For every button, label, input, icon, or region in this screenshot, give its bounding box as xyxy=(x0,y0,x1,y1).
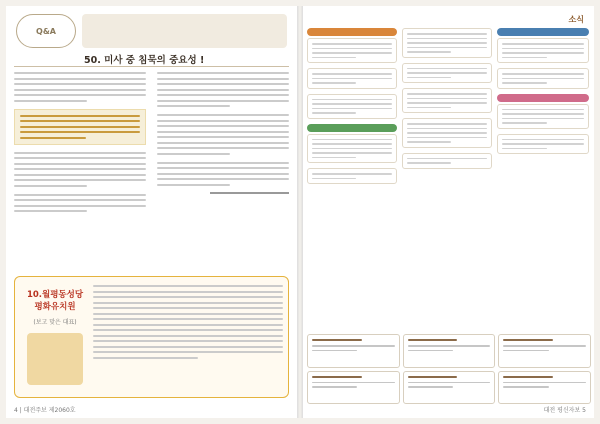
listing-card xyxy=(402,28,492,58)
page-folio: 4 | 대전주보 제2060호 xyxy=(14,407,76,414)
page-folio: 대전 평신자보 5 xyxy=(543,407,586,414)
event-caption: (보고 맞은 대표) xyxy=(33,319,77,326)
listing-card xyxy=(402,88,492,113)
paragraph xyxy=(157,72,289,107)
listing-card xyxy=(402,63,492,84)
directory-column-3 xyxy=(497,28,589,159)
category-label xyxy=(307,28,397,36)
contact-cell xyxy=(498,334,591,368)
headline-rule xyxy=(14,66,289,67)
contact-footer xyxy=(307,334,591,404)
highlight-box xyxy=(14,109,146,145)
contact-cell xyxy=(403,371,496,405)
listing-card xyxy=(307,38,397,63)
listing-card xyxy=(307,134,397,164)
category-label xyxy=(497,94,589,102)
contact-cell xyxy=(307,334,400,368)
contact-cell xyxy=(307,371,400,405)
listing-card xyxy=(497,68,589,89)
category-label xyxy=(497,28,589,36)
header-banner xyxy=(82,14,287,48)
right-page xyxy=(303,6,594,418)
qa-badge: Q&A xyxy=(16,14,76,48)
event-photo xyxy=(27,333,83,385)
listing-card xyxy=(307,168,397,184)
listing-card xyxy=(497,134,589,155)
directory-column-2 xyxy=(402,28,492,174)
event-title: 10.월평동성당 평화유치원 xyxy=(26,290,84,312)
section-title: 소식 xyxy=(568,15,584,24)
article-headline: 50. 미사 중 침묵의 중요성 ! xyxy=(84,55,205,66)
category-label xyxy=(307,124,397,132)
contact-cell xyxy=(403,334,496,368)
listing-card xyxy=(307,68,397,89)
listing-card xyxy=(402,118,492,148)
listing-card xyxy=(402,153,492,169)
paragraph xyxy=(157,162,289,186)
listing-card xyxy=(497,38,589,63)
listing-card xyxy=(497,104,589,129)
article-column-2 xyxy=(157,72,289,194)
event-body xyxy=(93,285,283,359)
paragraph xyxy=(14,152,146,187)
contact-cell xyxy=(498,371,591,405)
listing-card xyxy=(307,94,397,119)
paragraph xyxy=(14,194,146,213)
signature-line xyxy=(210,192,289,194)
article-column-1 xyxy=(14,72,146,212)
paragraph xyxy=(14,72,146,102)
directory-column-1 xyxy=(307,28,397,189)
paragraph xyxy=(157,114,289,155)
event-box xyxy=(14,276,289,398)
left-page xyxy=(6,6,297,418)
